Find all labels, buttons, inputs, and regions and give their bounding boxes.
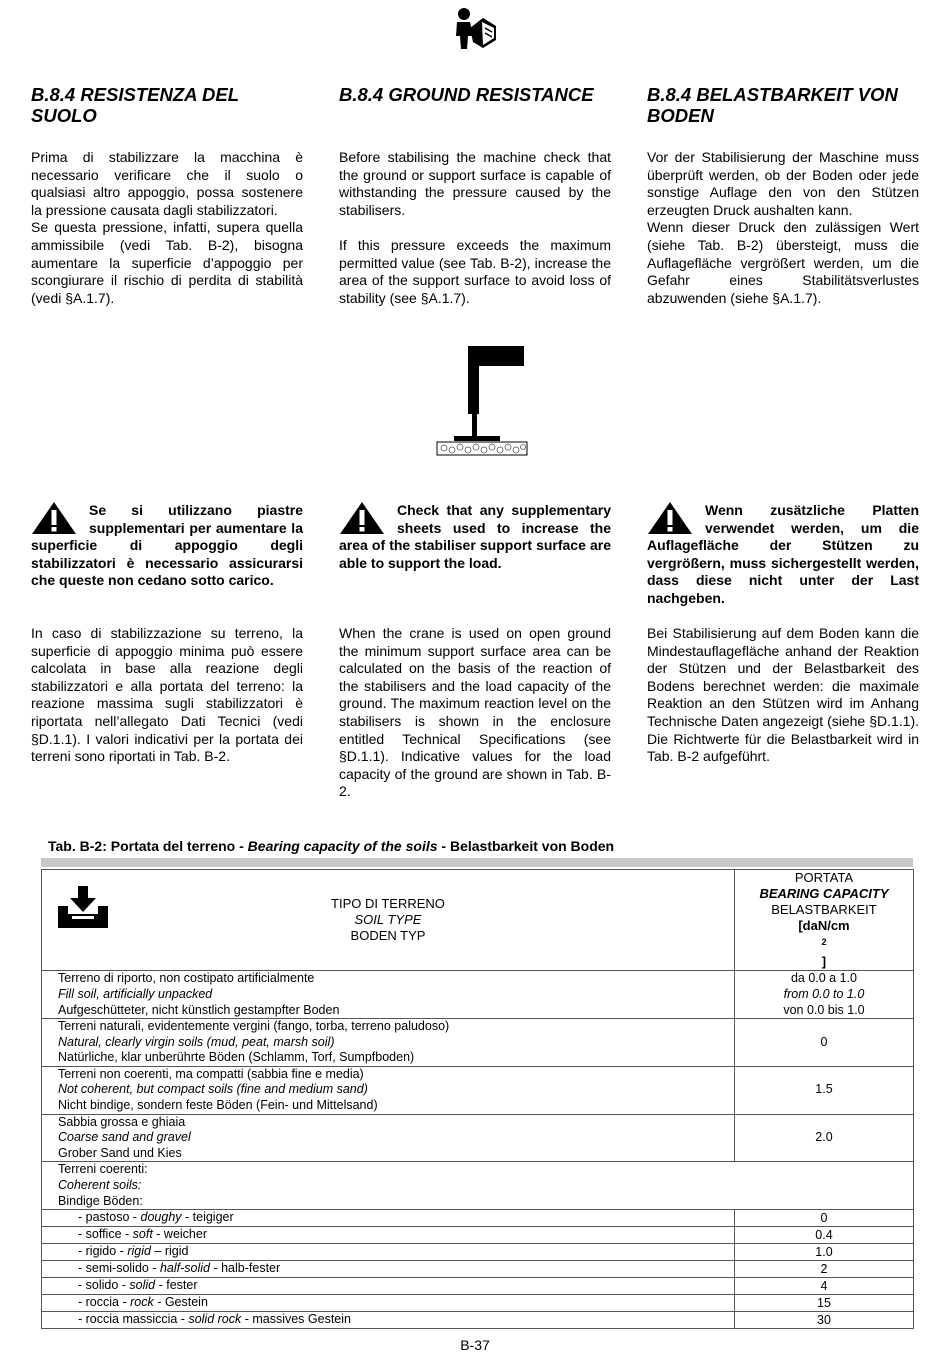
soil-capacity-table	[41, 869, 914, 1329]
section-heading-it: B.8.4 RESISTENZA DEL SUOLO	[31, 84, 239, 126]
ground-pressure-icon	[58, 886, 108, 928]
column-german	[647, 84, 919, 126]
page-number: B-37	[460, 1337, 490, 1353]
header-soil-type: TIPO DI TERRENO SOIL TYPE BODEN TYP	[42, 870, 735, 971]
warning-text-de: Wenn zusätzliche Platten verwendet werden, um die Auflagefläche der Stützen zu vergrößern, muss sichergestellt werden, dass diese nicht unter der Last nachgeben.	[647, 502, 919, 606]
column-english	[339, 84, 611, 105]
paragraph-it-1: Prima di stabilizzare la macchina è necessario verificare che il suolo o qualsiasi altro appoggio, possa sostenere la pressione causata dagli stabilizzatori.	[31, 149, 303, 218]
warning-triangle-icon	[647, 501, 693, 535]
paragraph-en-2: If this pressure exceeds the maximum permitted value (see Tab. B-2), increase the area of the support surface to avoid loss of stability (see §A.1.7).	[339, 236, 611, 306]
reader-manual-icon	[453, 6, 497, 50]
table-row: Terreni naturali, evidentemente vergini (fango, torba, terreno paludoso) Natural, clearly virgin soils (mud, peat, marsh soil) Natürliche, klar unberührte Böden (Schlamm, Torf, Sumpfboden) 0	[42, 1019, 914, 1067]
table-row: - semi-solido - half-solid - halb-fester 2	[42, 1261, 914, 1278]
warning-text-en: Check that any supplementary sheets used to increase the area of the stabiliser support surface are able to support the load.	[339, 502, 611, 571]
paragraph-it-3: In caso di stabilizzazione su terreno, la superficie di appoggio minima può essere calcolata in base alla reazione degli stabilizzatori e alla portata del terreno: la reazione massima sugli stabilizzatori è riportata nell’allegato Dati Tecnici (vedi §D.1.1). I valori indicativi per la portata dei terreni sono riportati in Tab. B-2.	[31, 625, 303, 765]
table-row-coherent: Terreni coerenti: Coherent soils: Bindige Böden:	[42, 1162, 914, 1210]
table-row: - roccia - rock - Gestein 15	[42, 1295, 914, 1312]
paragraph-de-3: Bei Stabilisierung auf dem Boden kann die Mindestauflagefläche anhand der Reaktion der Stützen und der Belastbarkeit des Bodens berechnet werden: die maximale Reaktion an den Stützen wird im Anhang Technische Daten angezeigt (siehe §D.1.1). Die Richtwerte für die Belastbarkeit wird in Tab. B-2 aufgeführt.	[647, 625, 919, 765]
column-italian	[31, 84, 303, 126]
stabiliser-foot-illustration	[434, 344, 530, 458]
paragraph-de-2: Wenn dieser Druck den zulässigen Wert (siehe Tab. B-2) übersteigt, muss die Auflagefläche vergrößert werden, um die Gefahr eines Stabilitätsverlustes abzuwenden (siehe §A.1.7).	[647, 219, 919, 306]
warning-it	[31, 502, 303, 590]
warning-triangle-icon	[31, 501, 77, 535]
warning-en	[339, 502, 611, 572]
table-top-band	[41, 858, 913, 867]
paragraph-it-2: Se questa pressione, infatti, supera quella ammissibile (vedi Tab. B-2), bisogna aumentare la superficie d’appoggio per scongiurare il rischio di perdita di stabilità (vedi §A.1.7).	[31, 219, 303, 306]
table-row: - roccia massiccia - solid rock - massives Gestein 30	[42, 1312, 914, 1329]
paragraph-en-3: When the crane is used on open ground the minimum support surface area can be calculated on the basis of the reaction of the stabilisers and the load capacity of the ground. The maximum reaction level on the stabilisers is shown in the enclosure entitled Technical Specifications (see §D.1.1). Indicative values for the load capacity of the ground are shown in Tab. B-2.	[339, 625, 611, 800]
section-heading-de: B.8.4 BELASTBARKEIT VON BODEN	[647, 84, 898, 126]
table-row: Sabbia grossa e ghiaia Coarse sand and gravel Grober Sand und Kies 2.0	[42, 1114, 914, 1162]
warning-de	[647, 502, 919, 608]
table-row: - pastoso - doughy - teigiger 0	[42, 1210, 914, 1227]
table-row: - solido - solid - fester 4	[42, 1278, 914, 1295]
paragraph-de-1: Vor der Stabilisierung der Maschine muss überprüft werden, ob der Boden oder jede sonstige Auflage den von den Stützen erzeugten Druck aushalten kann.	[647, 149, 919, 218]
table-caption: Tab. B-2: Portata del terreno - Bearing capacity of the soils - Belastbarkeit von Boden	[48, 838, 615, 854]
table-row: - rigido - rigid – rigid 1.0	[42, 1244, 914, 1261]
header-bearing-capacity: PORTATA BEARING CAPACITY BELASTBARKEIT [daN/cm $^2$ ]	[734, 870, 913, 971]
warning-triangle-icon	[339, 501, 385, 535]
section-heading-en: B.8.4 GROUND RESISTANCE	[339, 84, 594, 105]
table-row: Terreno di riporto, non costipato artificialmente Fill soil, artificially unpacked Aufgeschütteter, nicht künstlich gestampfter Boden da 0.0 a 1.0 from 0.0 to 1.0 von 0.0 bis 1.0	[42, 971, 914, 1019]
unit-label: [daN/cm $^2$ ]	[798, 918, 850, 970]
warning-text-it: Se si utilizzano piastre supplementari per aumentare la superficie di appoggio degli stabilizzatori è necessario assicurarsi che queste non cedano sotto carico.	[31, 502, 303, 589]
paragraph-en-1: Before stabilising the machine check that the ground or support surface is capable of withstanding the pressure caused by the stabilisers.	[339, 149, 611, 218]
table-row: Terreni non coerenti, ma compatti (sabbia fine e media) Not coherent, but compact soils (fine and medium sand) Nicht bindige, sondern feste Böden (Fein- und Mittelsand) 1.5	[42, 1066, 914, 1114]
table-row: - soffice - soft - weicher 0.4	[42, 1227, 914, 1244]
